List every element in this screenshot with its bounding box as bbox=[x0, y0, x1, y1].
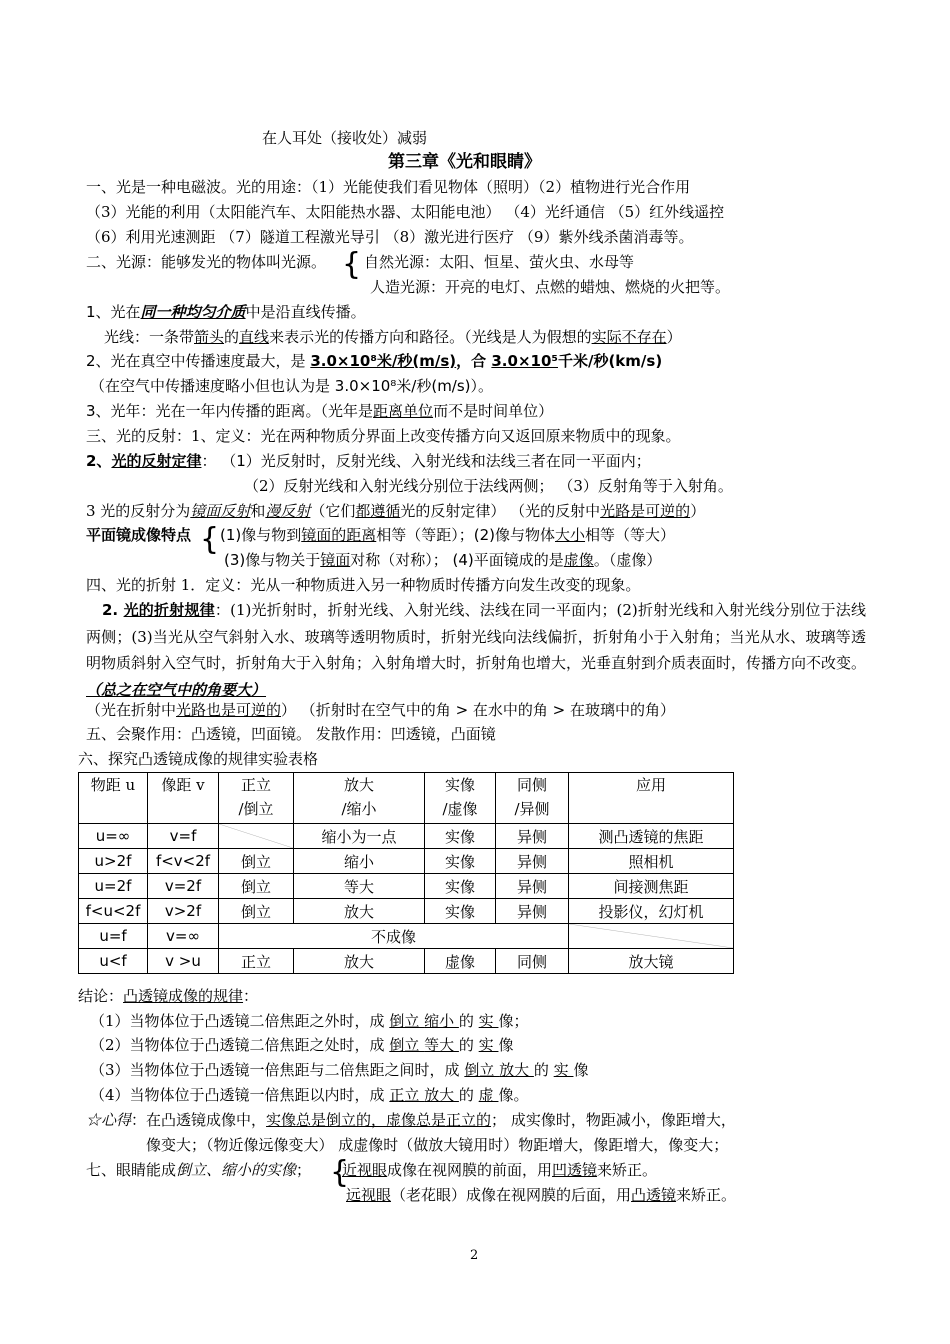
table-header-cell: 实像 /虚像 bbox=[425, 773, 496, 824]
section-2-lead: 二、光源：能够发光的物体叫光源。 bbox=[86, 253, 327, 271]
table-cell: 照相机 bbox=[569, 849, 734, 874]
table-row bbox=[79, 849, 734, 874]
table-cell: 实像 bbox=[425, 899, 496, 924]
reflection-law-2: （2）反射光线和入射光线分别位于法线两侧； （3）反射角等于入射角。 bbox=[244, 477, 733, 495]
table-cell: v >u bbox=[148, 949, 219, 974]
table-cell: v=f bbox=[148, 824, 219, 849]
table-diagonal-cell bbox=[219, 824, 294, 849]
section-1-line-2: （3）光能的利用（太阳能汽车、太阳能热水器、太阳能电池） （4）光纤通信 （5）红外线遥控 bbox=[86, 203, 725, 221]
brace-icon: { bbox=[200, 522, 220, 557]
plane-mirror-line-2: (3)像与物关于镜面对称（对称）； (4)平面镜成的是虚像。（虚像） bbox=[224, 551, 662, 569]
section-5-lenses: 五、会聚作用：凸透镜，凹面镜。 发散作用：凹透镜，凸面镜 bbox=[86, 725, 496, 743]
table-cell: 异侧 bbox=[496, 874, 569, 899]
chapter-title: 第三章《光和眼睛》 bbox=[388, 152, 541, 172]
table-cell: 异侧 bbox=[496, 849, 569, 874]
speed-in-air-note: （在空气中传播速度略小但也认为是 3.0×10⁸米/秒(m/s)）。 bbox=[90, 377, 494, 395]
previous-page-tail: 在人耳处（接收处）减弱 bbox=[262, 129, 428, 147]
brace-icon: { bbox=[342, 247, 362, 282]
artificial-light-source: 人造光源：开亮的电灯、点燃的蜡烛、燃烧的火把等。 bbox=[370, 278, 731, 296]
natural-light-source: 自然光源：太阳、恒星、萤火虫、水母等 bbox=[364, 253, 635, 271]
plane-mirror-label: 平面镜成像特点 bbox=[86, 526, 192, 544]
table-cell: 倒立 bbox=[219, 899, 294, 924]
insight-line-2: 像变大；（物近像远像变大） 成虚像时（做放大镜用时）物距增大，像距增大，像变大； bbox=[146, 1136, 729, 1154]
table-cell: 倒立 bbox=[219, 874, 294, 899]
table-header-cell: 物距 u bbox=[79, 773, 148, 824]
table-header-cell: 同侧 /异侧 bbox=[496, 773, 569, 824]
reflection-kinds: 3 光的反射分为镜面反射和漫反射（它们都遵循光的反射定律） （光的反射中光路是可逆的） bbox=[86, 502, 706, 520]
table-cell: f<v<2f bbox=[148, 849, 219, 874]
table-header-cell: 应用 bbox=[569, 773, 734, 824]
conclusion-heading: 结论：凸透镜成像的规律： bbox=[78, 987, 259, 1005]
table-cell: 测凸透镜的焦距 bbox=[569, 824, 734, 849]
point-3-light-year: 3、光年：光在一年内传播的距离。（光年是距离单位而不是时间单位） bbox=[86, 402, 554, 420]
page-number: 2 bbox=[470, 1248, 479, 1263]
section-3-reflection: 三、光的反射：1、定义：光在两种物质分界面上改变传播方向又返回原来物质中的现象。 bbox=[86, 427, 681, 445]
table-cell: 异侧 bbox=[496, 824, 569, 849]
conclusion-3: （3）当物体位于凸透镜一倍焦距与二倍焦距之间时，成 倒立 放大 的 实 像 bbox=[90, 1061, 589, 1079]
reflection-law-1: 2、光的反射定律： （1）光反射时，反射光线、入射光线和法线三者在同一平面内； bbox=[86, 452, 651, 470]
table-cell: 放大镜 bbox=[569, 949, 734, 974]
table-cell: 虚像 bbox=[425, 949, 496, 974]
table-row bbox=[79, 824, 734, 849]
table-cell: u=∞ bbox=[79, 824, 148, 849]
table-cell: u>2f bbox=[79, 849, 148, 874]
table-cell: v=∞ bbox=[148, 924, 219, 949]
point-1: 1、光在同一种均匀介质中是沿直线传播。 bbox=[86, 303, 366, 321]
table-cell: u<f bbox=[79, 949, 148, 974]
table-cell: 不成像 bbox=[219, 924, 569, 949]
conclusion-1: （1）当物体位于凸透镜二倍焦距之外时，成 倒立 缩小 的 实 像； bbox=[90, 1012, 529, 1030]
table-cell: u=f bbox=[79, 924, 148, 949]
point-2-speed-of-light: 2、光在真空中传播速度最大，是 3.0×10⁸米/秒(m/s)，合 3.0×10⁵千米/秒(km/s) bbox=[86, 352, 663, 370]
hyperopia-line: 远视眼（老花眼）成像在视网膜的后面，用凸透镜来矫正。 bbox=[346, 1186, 737, 1204]
table-cell: 异侧 bbox=[496, 899, 569, 924]
table-row bbox=[79, 949, 734, 974]
brace-icon: { bbox=[330, 1155, 350, 1190]
table-cell: v=2f bbox=[148, 874, 219, 899]
table-cell: 实像 bbox=[425, 824, 496, 849]
table-cell: f<u<2f bbox=[79, 899, 148, 924]
table-row bbox=[79, 924, 734, 949]
table-cell: u=2f bbox=[79, 874, 148, 899]
section-1-line-1: 一、光是一种电磁波。光的用途：（1）光能使我们看见物体（照明）（2）植物进行光合作用 bbox=[86, 178, 691, 196]
table-diagonal-cell bbox=[569, 924, 734, 949]
table-cell: 实像 bbox=[425, 849, 496, 874]
section-4-refraction: 四、光的折射 1．定义：光从一种物质进入另一种物质时传播方向发生改变的现象。 bbox=[86, 576, 641, 594]
conclusion-2: （2）当物体位于凸透镜二倍焦距之处时，成 倒立 等大 的 实 像 bbox=[90, 1036, 514, 1054]
section-7-eye: 七、眼睛能成倒立、缩小的实像； bbox=[86, 1161, 312, 1179]
section-1-line-3: （6）利用光速测距 （7）隧道工程激光导引 （8）激光进行医疗 （9）紫外线杀菌消毒等。 bbox=[86, 228, 694, 246]
table-header-cell: 像距 v bbox=[148, 773, 219, 824]
table-cell: v>2f bbox=[148, 899, 219, 924]
table-row bbox=[79, 874, 734, 899]
table-header-cell: 正立 /倒立 bbox=[219, 773, 294, 824]
table-cell: 倒立 bbox=[219, 849, 294, 874]
refraction-reversible-note: （光在折射中光路也是可逆的） （折射时在空气中的角 > 在水中的角 > 在玻璃中的角） bbox=[86, 701, 676, 719]
table-cell: 同侧 bbox=[496, 949, 569, 974]
ray-definition: 光线：一条带箭头的直线来表示光的传播方向和路径。（光线是人为假想的实际不存在） bbox=[104, 328, 682, 346]
table-cell: 间接测焦距 bbox=[569, 874, 734, 899]
table-cell: 缩小 bbox=[294, 849, 425, 874]
table-row bbox=[79, 899, 734, 924]
plane-mirror-line-1: (1)像与物到镜面的距离相等（等距）；(2)像与物体大小相等（等大） bbox=[220, 526, 676, 544]
table-cell: 投影仪，幻灯机 bbox=[569, 899, 734, 924]
section-6-title: 六、探究凸透镜成像的规律实验表格 bbox=[78, 750, 319, 768]
table-cell: 等大 bbox=[294, 874, 425, 899]
insight-line-1: ☆心得：在凸透镜成像中，实像总是倒立的，虚像总是正立的； 成实像时，物距减小，像距增大， bbox=[86, 1111, 736, 1129]
table-cell: 正立 bbox=[219, 949, 294, 974]
table-cell: 缩小为一点 bbox=[294, 824, 425, 849]
table-cell: 实像 bbox=[425, 874, 496, 899]
table-header-cell: 放大 /缩小 bbox=[294, 773, 425, 824]
lens-imaging-table bbox=[78, 772, 734, 974]
table-cell: 放大 bbox=[294, 949, 425, 974]
myopia-line: 近视眼成像在视网膜的前面，用凹透镜来矫正。 bbox=[342, 1161, 658, 1179]
conclusion-4: （4）当物体位于凸透镜一倍焦距以内时，成 正立 放大 的 虚 像。 bbox=[90, 1086, 529, 1104]
table-cell: 放大 bbox=[294, 899, 425, 924]
refraction-law-paragraph: 2. 光的折射规律：(1)光折射时，折射光线、入射光线、法线在同一平面内；(2)折射光线和入射光线分别位于法线两侧；(3)当光从空气斜射入水、玻璃等透明物质时，折射光线向法线偏折，折射角小于入射角；当光从水、玻璃等透明物质斜射入空气时，折射角大于入射角；入射角增大时，折射角也增大，光垂直射到介质表面时，传播方向不改变。（总之在空气中的角要大） bbox=[86, 601, 867, 699]
